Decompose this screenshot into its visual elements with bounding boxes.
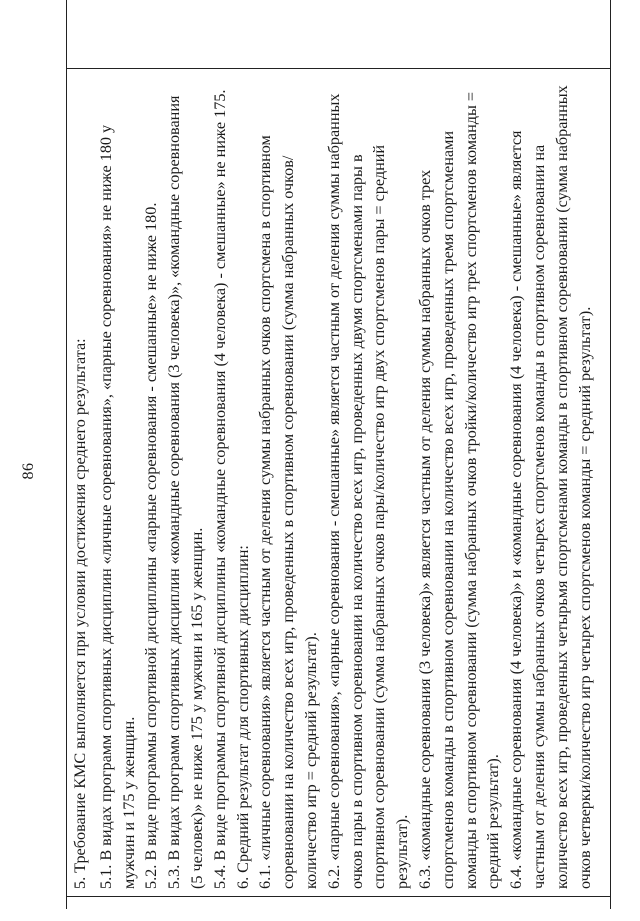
page-number: 86: [20, 462, 37, 480]
requirements-table: [66, 0, 611, 909]
item-6-2: 6.2. «парные соревнования», «парные соревнования - смешанные» является частным от деления суммы набранных очков пары в спортивном соревновании на количество всех игр, проведенных двумя спортсменами пары в спортивном соревновании (сумма набранных очков пары/количество игр двух спортсменов пары = средний результат).: [324, 93, 412, 889]
item-6-4: 6.4. «командные соревнования (4 человека)» и «командные соревнования (4 человека) - смешанные» является частным от деления суммы набранных очков четырех спортсменов команды в спортивном соревновании на количество всех игр, проведенных четырьмя спортсменами команды в спортивном соревновании (сумма набранных очков четверки/количество игр четырех спортсменов команды = средний результат).: [507, 85, 594, 889]
section-5-heading: 5. Требование КМС выполняется при условии достижения среднего результата:: [71, 338, 89, 889]
section-6-heading: 6. Средний результат для спортивных дисциплин:: [233, 545, 252, 889]
item-6-3: 6.3. «командные соревнования (3 человека)» является частным от деления суммы набранных очков трех спортсменов команды в спортивном соревновании на количество всех игр, проведенных тремя спортсменами команды в спортивном соревновании (сумма набранных очков тройки/количество игр трех спортсменов команды = средний результат).: [415, 91, 503, 889]
item-5-3: 5.3. В видах программ спортивных дисциплин «командные соревнования (3 человека)», «командные соревнования (5 человек)» не ниже 175 у мужчин и 165 у женщин.: [165, 95, 206, 889]
table-cell-text: [69, 81, 596, 889]
item-5-4: 5.4. В виде программы спортивной дисциплины «командные соревнования (4 человека) - смешанные» не ниже 175.: [210, 89, 229, 889]
item-5-2: 5.2. В виде программы спортивной дисциплины «парные соревнования - смешанные» не ниже 180.: [142, 202, 161, 889]
table-right-border: [66, 68, 611, 69]
item-5-1: 5.1. В видах программ спортивных дисциплин «личные соревнования», «парные соревнования» не ниже 180 у мужчин и 175 у женщин.: [96, 124, 138, 889]
table-left-border: [66, 896, 611, 897]
item-6-1: 6.1. «личные соревнования» является частным от деления суммы набранных очков спортсмена в спортивном соревновании на количество всех игр, проведенных в спортивном соревновании (сумма набранных очков/количество игр = средний результат).: [256, 135, 320, 889]
